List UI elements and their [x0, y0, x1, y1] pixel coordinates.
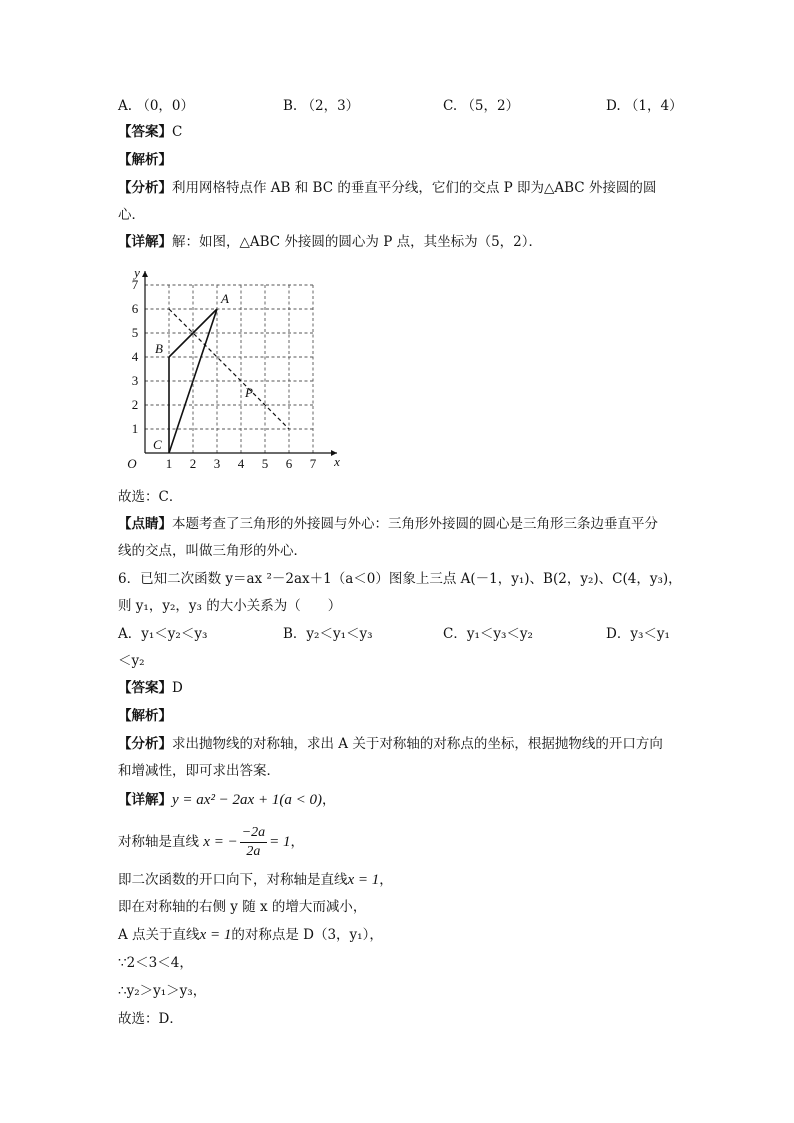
q6-fenxi-line2: 和增减性，即可求出答案． — [118, 763, 280, 779]
q6-symmetric-line: A 点关于直线x = 1的对称点是 D（3，y₁）， — [118, 927, 383, 943]
option-c: C. （5，2） — [443, 98, 520, 114]
q6-option-b: B．y₂＜y₁＜y₃ — [283, 626, 373, 642]
y-tick-label: 3 — [131, 373, 139, 388]
x-tick-label: 7 — [309, 456, 317, 471]
q6-open-line: 即二次函数的开口向下，对称轴是直线x = 1， — [118, 872, 393, 888]
q6-therefore-line: ∴y₂＞y₁＞y₃， — [118, 983, 207, 999]
q6-option-a: A．y₁＜y₂＜y₃ — [118, 626, 208, 642]
q5-detail-line: 【详解】解：如图，△ABC 外接圆的圆心为 P 点，其坐标为（5，2）． — [118, 234, 543, 250]
answer-tag: 【答案】 — [118, 124, 172, 140]
x-tick-label: 1 — [165, 456, 173, 471]
point-label-a: A — [221, 291, 229, 306]
q6-because-line: ∵2＜3＜4， — [118, 955, 193, 971]
y-axis-label: y — [134, 265, 140, 280]
point-label-b: B — [155, 341, 163, 356]
x-tick-label: 6 — [285, 456, 293, 471]
y-tick-label: 7 — [131, 277, 139, 292]
point-label-c: C — [153, 437, 162, 452]
bisector-line — [169, 309, 289, 429]
option-d: D. （1，4） — [606, 98, 683, 114]
q6-analysis-tag: 【解析】 — [118, 708, 172, 724]
y-tick-label: 4 — [131, 349, 139, 364]
point-labels — [153, 291, 253, 452]
q6-option-d-cont: ＜y₂ — [118, 653, 145, 669]
q6-fenxi-line1: 【分析】求出抛物线的对称轴，求出 A 关于对称轴的对称点的坐标，根据抛物线的开口方向 — [118, 736, 663, 752]
q6-option-c: C．y₁＜y₃＜y₂ — [443, 626, 533, 642]
y-tick-label: 1 — [131, 421, 139, 436]
y-tick-label: 2 — [131, 397, 139, 412]
origin-label: O — [127, 456, 137, 471]
q6-option-d: D．y₃＜y₁ — [606, 626, 670, 642]
y-tick-label: 5 — [131, 325, 139, 340]
x-tick-label: 5 — [261, 456, 269, 471]
q5-answer-line — [118, 122, 182, 142]
q5-analysis-tag: 【解析】 — [118, 152, 172, 168]
q5-fenxi-line1: 【分析】利用网格特点作 AB 和 BC 的垂直平分线，它们的交点 P 即为△ABC 外接圆的圆 — [118, 180, 657, 196]
option-b: B. （2，3） — [283, 98, 360, 114]
axes — [142, 271, 337, 456]
x-tick-label: 2 — [189, 456, 197, 471]
q6-stem-line1: 6．已知二次函数 y＝ax ²－2ax＋1（a＜0）图象上三点 A(－1，y₁)、B(2，y₂)、C(4，y₃)， — [118, 571, 682, 587]
y-tick-label: 6 — [131, 301, 139, 316]
q6-detail-line: 【详解】y = ax² − 2ax + 1(a < 0)， — [118, 792, 336, 808]
q6-axis-line: 对称轴是直线 x = − $\frac{-2a}{2a}$ = 1， — [118, 825, 305, 859]
x-tick-label: 3 — [213, 456, 221, 471]
q6-stem-line2: 则 y₁，y₂，y₃ 的大小关系为（ ） — [118, 598, 342, 614]
x-axis-label: x — [334, 454, 340, 469]
q6-answer-line: 【答案】D — [118, 680, 183, 696]
answer-value: C — [172, 124, 183, 140]
x-tick-label: 4 — [237, 456, 245, 471]
perpendicular-bisector — [169, 309, 289, 429]
point-label-p: P — [245, 385, 253, 400]
q6-decrease-line: 即在对称轴的右侧 y 随 x 的增大而减小， — [118, 899, 367, 915]
q5-dianjing-line2: 线的交点，叫做三角形的外心． — [118, 543, 307, 559]
option-a: A. （0，0） — [118, 98, 195, 114]
q5-choice: 故选：C． — [118, 489, 183, 505]
q5-dianjing-line1: 【点睛】本题考查了三角形的外接圆与外心：三角形外接圆的圆心是三角形三条边垂直平分 — [118, 516, 658, 532]
coordinate-grid-figure — [125, 260, 355, 475]
q5-fenxi-line2: 心． — [118, 207, 145, 223]
q6-choice: 故选：D． — [118, 1011, 183, 1027]
axis-fraction: $\frac{-2a}{2a}$ — [241, 825, 266, 859]
y-axis-arrow — [142, 271, 148, 277]
function-formula: y = ax² − 2ax + 1(a < 0) — [172, 792, 322, 808]
